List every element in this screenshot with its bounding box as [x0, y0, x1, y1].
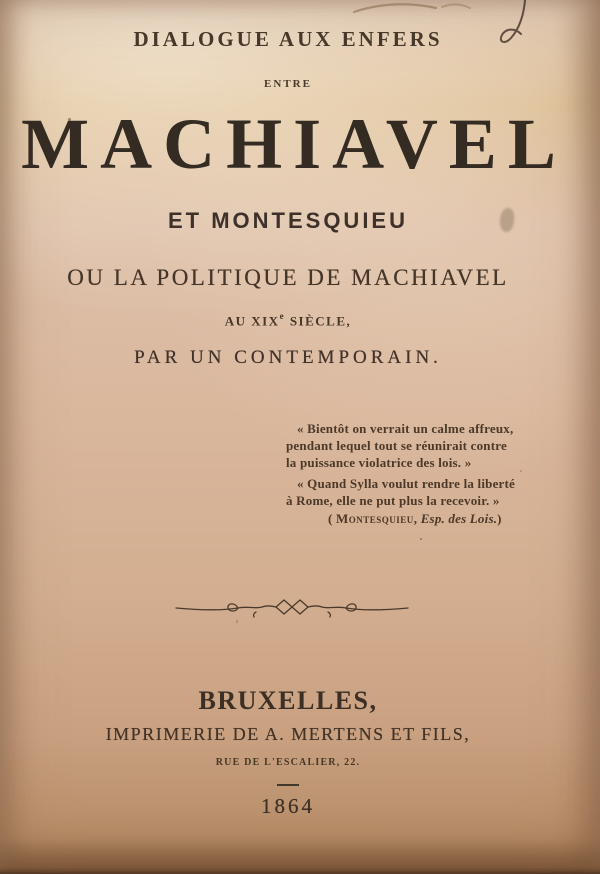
quote-line: pendant lequel tout se réunirait contre [286, 438, 507, 453]
edition-line-pre: AU XIX [224, 313, 280, 329]
attribution-author: Montesquieu [335, 511, 414, 526]
main-title: MACHIAVEL [21, 104, 567, 184]
alternate-title: OU LA POLITIQUE DE MACHIAVEL [67, 265, 509, 290]
imprint-city: BRUXELLES, [198, 686, 378, 715]
byline: PAR UN CONTEMPORAIN. [134, 347, 442, 368]
imprint-address: RUE DE L'ESCALIER, 22. [215, 757, 361, 768]
imprint-printer: IMPRIMERIE DE A. MERTENS ET FILS, [105, 724, 471, 744]
ornamental-divider [172, 596, 412, 618]
paper-speck [68, 118, 71, 121]
attribution-work-title: Esp. des Lois. [420, 511, 498, 526]
epigraph-quote-2 [286, 475, 546, 509]
edition-line-post: SIÈCLE, [285, 313, 352, 329]
quote-line: à Rome, elle ne put plus la recevoir. » [286, 493, 500, 508]
attribution-close-paren: ) [497, 511, 502, 526]
series-title: DIALOGUE AUX ENFERS [133, 27, 443, 51]
imprint-year: 1864 [261, 794, 315, 818]
epigraph-quote-1 [286, 420, 546, 471]
paper-speck [520, 470, 522, 472]
quote-line: la puissance violatrice des lois. » [286, 455, 472, 470]
paper-speck [420, 538, 422, 540]
epigraph-block [286, 420, 546, 527]
attribution-open-paren: ( [328, 511, 336, 526]
connector-label: ENTRE [264, 78, 312, 90]
edition-line [0, 312, 588, 329]
edition-line-superscript: e [279, 311, 286, 321]
imprint-rule [277, 784, 299, 786]
epigraph-attribution [286, 510, 546, 527]
quote-line: « Bientôt on verrait un calme affreux, [297, 421, 514, 436]
quote-line: « Quand Sylla voulut rendre la liberté [297, 476, 516, 491]
attribution-separator: , [413, 511, 421, 526]
paper-speck [236, 620, 238, 623]
page-edge-shadow [0, 867, 600, 874]
subtitle: ET MONTESQUIEU [167, 208, 408, 233]
